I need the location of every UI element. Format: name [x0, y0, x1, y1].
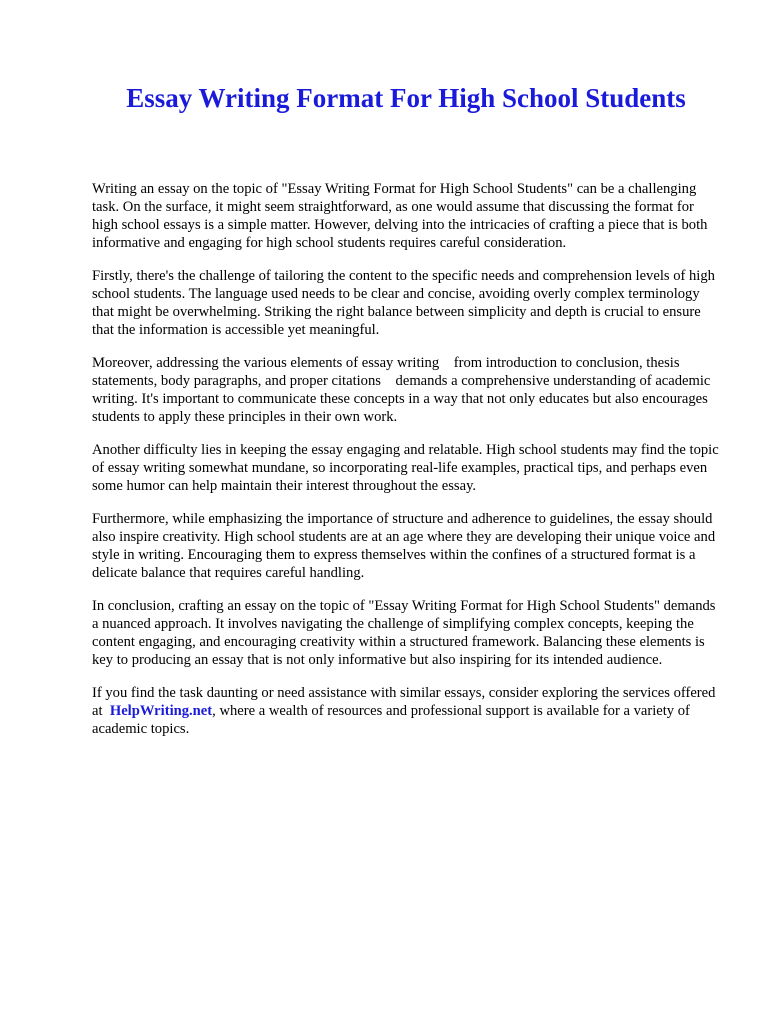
paragraph-difficulty: Another difficulty lies in keeping the essay engaging and relatable. High school students may find the topic of essay writing somewhat mundane, so incorporating real-life examples, practical tips, and perhaps even some humor can help maintain their interest throughout the essay.	[92, 442, 723, 494]
paragraph-intro: Writing an essay on the topic of "Essay Writing Format for High School Students" can be a challenging task. On the surface, it might seem straightforward, as one would assume that discussing the format for high school essays is a simple matter. However, delving into the intricacies of crafting a piece that is both informative and engaging for high school students requires careful consideration.	[92, 181, 712, 251]
helpwriting-link[interactable]: HelpWriting.net	[109, 703, 213, 719]
document-body	[92, 180, 723, 753]
paragraph-moreover: Moreover, addressing the various elements of essay writing from introduction to conclusion, thesis statements, body paragraphs, and proper citations demands a comprehensive understanding of academic writing. It's important to communicate these concepts in a way that not only educates but also encourages students to apply these principles in their own work.	[92, 355, 715, 425]
closing-text-after-link: , where a wealth of resources and professional support is available for a variety of academic topics.	[92, 703, 694, 737]
paragraph-furthermore: Furthermore, while emphasizing the importance of structure and adherence to guidelines, the essay should also inspire creativity. High school students are at an age where they are developing their unique voice and style in writing. Encouraging them to express themselves within the confines of a structured format is a delicate balance that requires careful handling.	[92, 511, 719, 581]
paragraph-firstly: Firstly, there's the challenge of tailoring the content to the specific needs and comprehension levels of high school students. The language used needs to be clear and concise, avoiding overly complex terminology that might be overwhelming. Striking the right balance between simplicity and depth is crucial to ensure that the information is accessible yet meaningful.	[92, 268, 719, 338]
closing-text-before-link: If you find the task daunting or need assistance with similar essays, consider exploring the services offered at	[92, 685, 720, 719]
document-title: Essay Writing Format For High School Students	[126, 83, 686, 113]
paragraph-closing	[92, 684, 720, 738]
paragraph-conclusion: In conclusion, crafting an essay on the topic of "Essay Writing Format for High School Students" demands a nuanced approach. It involves navigating the challenge of simplifying complex concepts, keeping the content engaging, and encouraging creativity within a structured framework. Balancing these elements is key to producing an essay that is not only informative but also inspiring for its intended audience.	[92, 598, 720, 668]
